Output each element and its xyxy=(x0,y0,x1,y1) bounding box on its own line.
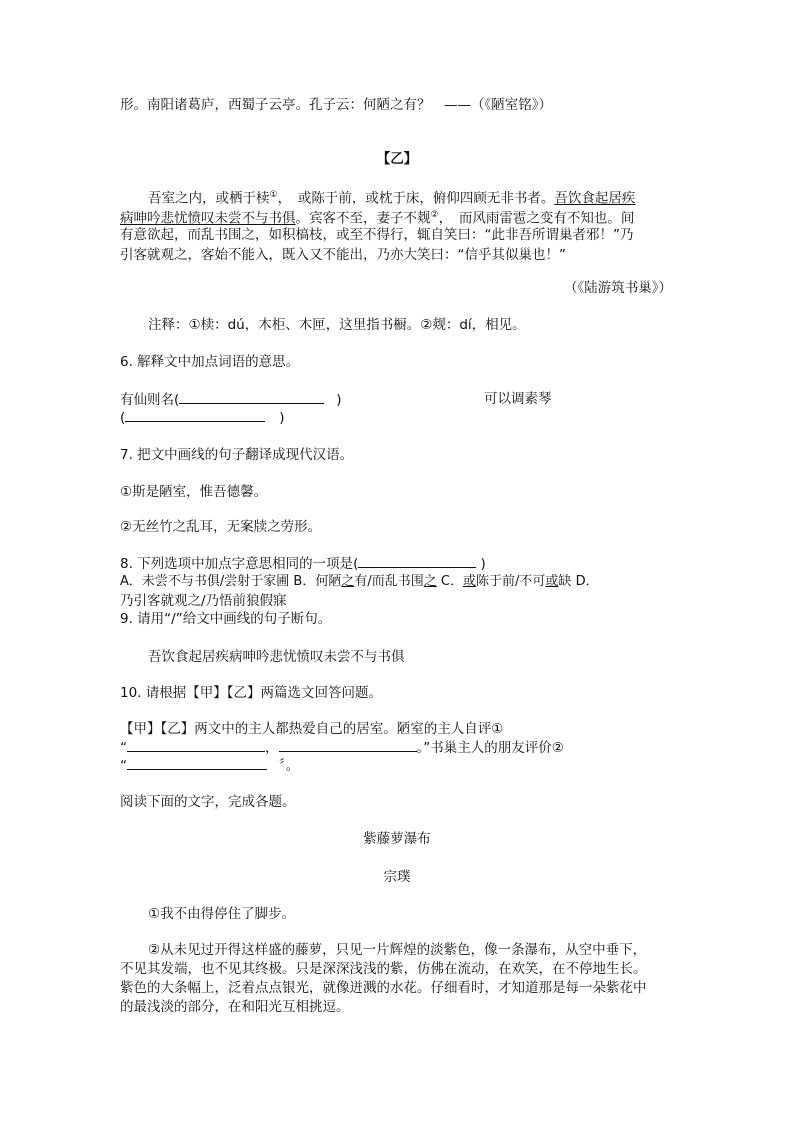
question-10-line-1: 【甲】【乙】两文中的主人都热爱自己的居室。陋室的主人自评① xyxy=(120,721,504,737)
question-7-title: 7. 把文中画线的句子翻译成现代汉语。 xyxy=(120,447,354,463)
question-8-title: 8. 下列选项中加点字意思相同的一项是( ) xyxy=(120,556,486,572)
question-10-line-2: “ ， 。”书巢主人的朋友评价② xyxy=(120,740,564,756)
answer-blank[interactable] xyxy=(125,408,265,422)
answer-blank[interactable] xyxy=(179,390,324,404)
option-b: B．何陋之有/而乱书围之 xyxy=(293,574,437,589)
annotation-notes: 注释：①椟：dú，木柜、木匣，这里指书橱。②觌：dí，相见。 xyxy=(148,317,526,333)
reading-paragraph-2-line-4: 的最浅淡的部分，在和阳光互相挑逗。 xyxy=(120,999,350,1015)
yi-line-4: 引客就观之，客始不能入，既入又不能出，乃亦大笑曰：“信乎其似巢也！” xyxy=(120,247,566,263)
reading-title: 紫藤萝瀑布 xyxy=(363,831,431,847)
reading-paragraph-1: ①我不由得停住了脚步。 xyxy=(148,906,296,922)
answer-blank[interactable] xyxy=(279,738,417,752)
yi-line-1: 吾室之内，或栖于椟①， 或陈于前，或枕于床，俯仰四顾无非书者。吾饮食起居疾 xyxy=(148,190,636,207)
reading-paragraph-2-line-3: 紫色的大条幅上，泛着点点银光，就像迸溅的水花。仔细看时，才知道那是每一朵紫花中 xyxy=(120,980,647,996)
option-d-label: D． xyxy=(575,574,599,589)
reading-intro: 阅读下面的文字，完成各题。 xyxy=(120,794,296,810)
yi-line-2: 病呻吟悲忧愤叹未尝不与书俱。宾客不至，妻子不觌②， 而风雨雷雹之变有不知也。间 xyxy=(120,210,635,227)
question-9-sentence: 吾饮食起居疾病呻吟悲忧愤叹未尝不与书俱 xyxy=(148,649,405,665)
yi-line-3: 有意欲起，而乱书围之，如积槁枝，或至不得行，辄自笑曰：“此非吾所谓巢者邪！”乃 xyxy=(120,227,634,243)
question-6-item-1: 有仙则名( ) xyxy=(120,392,342,408)
question-8-options xyxy=(120,573,599,591)
option-d: 乃引客就观之/乃悟前狼假寐 xyxy=(120,593,287,609)
option-c: C．或陈于前/不可或缺 xyxy=(440,574,572,589)
answer-blank[interactable] xyxy=(127,756,267,770)
question-9-title: 9. 请用“/”给文中画线的句子断句。 xyxy=(120,611,332,627)
yi-source: （《陆游筑书巢》） xyxy=(564,280,672,296)
yi-header: 【乙】 xyxy=(376,151,418,167)
underlined-sentence-part-2: 病呻吟悲忧愤叹未尝不与书俱 xyxy=(120,210,296,227)
underlined-sentence-part-1: 吾饮食起居疾 xyxy=(554,190,636,207)
footnote-marker-2: ② xyxy=(430,210,439,220)
question-6-item-2-blank: ( ) xyxy=(120,410,285,426)
reading-paragraph-2-line-2: 不见其发端，也不见其终极。只是深深浅浅的紫，仿佛在流动，在欢笑，在不停地生长。 xyxy=(120,961,647,977)
question-6-item-2: 可以调素琴 xyxy=(484,391,552,407)
option-a: A．未尝不与书俱/尝射于家圃 xyxy=(120,574,290,589)
footnote-marker-1: ① xyxy=(269,190,278,200)
reading-author: 宗璞 xyxy=(383,869,411,885)
question-7-sentence-2: ②无丝竹之乱耳，无案牍之劳形。 xyxy=(120,519,322,535)
jia-text-tail: 形。南阳诸葛庐，西蜀子云亭。孔子云：何陋之有？ ——（《陋室铭》） xyxy=(120,97,552,113)
question-10-line-3: “ 〞。 xyxy=(120,758,300,774)
answer-blank[interactable] xyxy=(358,554,476,568)
question-10-title: 10. 请根据【甲】【乙】两篇选文回答问题。 xyxy=(120,685,383,701)
answer-blank[interactable] xyxy=(127,738,265,752)
question-7-sentence-1: ①斯是陋室，惟吾德馨。 xyxy=(120,484,268,500)
question-6-title: 6. 解释文中加点词语的意思。 xyxy=(120,354,300,370)
reading-paragraph-2-line-1: ②从未见过开得这样盛的藤萝，只见一片辉煌的淡紫色，像一条瀑布，从空中垂下， xyxy=(148,942,647,958)
